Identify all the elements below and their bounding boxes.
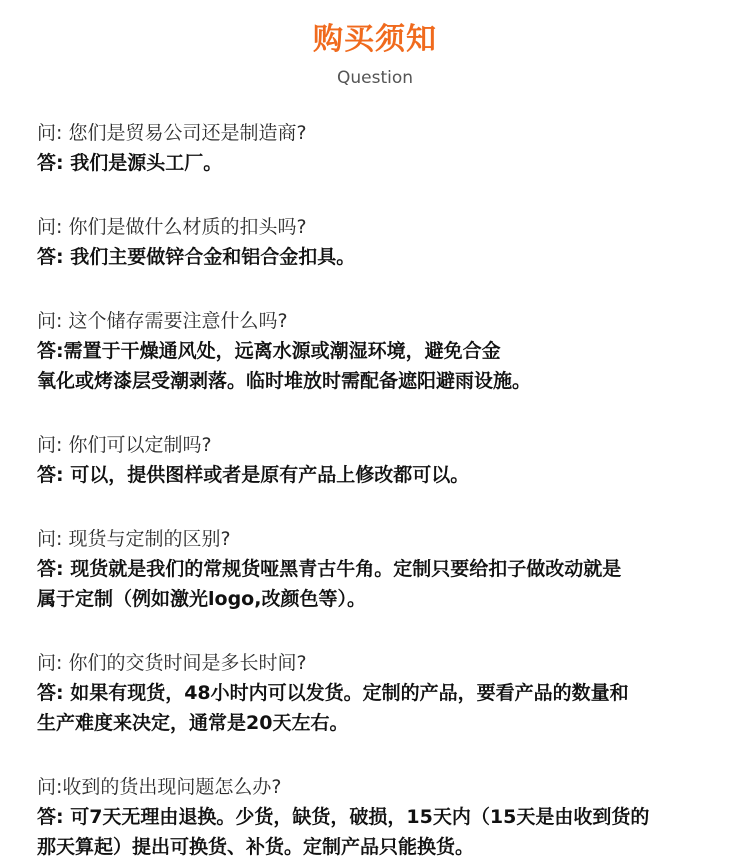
faq-answer-line: 那天算起）提出可换货、补货。定制产品只能换货。 — [37, 836, 475, 858]
faq-item — [37, 648, 727, 738]
faq-item — [37, 772, 727, 862]
header — [0, 0, 750, 100]
faq-item — [37, 118, 727, 178]
faq-answer-line: 答: 我们是源头工厂。 — [37, 152, 223, 174]
faq-question: 问: 你们可以定制吗? — [37, 434, 212, 456]
faq-answer-line: 属于定制（例如激光logo,改颜色等）。 — [37, 588, 366, 610]
faq-answer-line: 答:需置于干燥通风处，远离水源或潮湿环境，避免合金 — [37, 340, 501, 362]
faq-answer — [37, 148, 727, 178]
faq-answer-line: 答: 如果有现货，48小时内可以发货。定制的产品，要看产品的数量和 — [37, 682, 629, 704]
faq-answer-line: 答: 可以，提供图样或者是原有产品上修改都可以。 — [37, 464, 470, 486]
faq-question: 问: 这个储存需要注意什么吗? — [37, 310, 288, 332]
faq-item — [37, 306, 727, 396]
faq-answer-line: 答: 现货就是我们的常规货哑黑青古牛角。定制只要给扣子做改动就是 — [37, 558, 622, 580]
faq-question: 问: 你们是做什么材质的扣头吗? — [37, 216, 307, 238]
faq-answer-line: 答: 我们主要做锌合金和铝合金扣具。 — [37, 246, 356, 268]
faq-item — [37, 430, 727, 490]
faq-answer — [37, 242, 727, 272]
faq-answer-line: 答: 可7天无理由退换。少货，缺货，破损，15天内（15天是由收到货的 — [37, 806, 650, 828]
faq-item — [37, 524, 727, 614]
faq-answer — [37, 802, 727, 862]
faq-question: 问: 你们的交货时间是多长时间? — [37, 652, 307, 674]
faq-question: 问: 您们是贸易公司还是制造商? — [37, 122, 307, 144]
faq-answer — [37, 678, 727, 738]
faq-item — [37, 212, 727, 272]
faq-question: 问: 现货与定制的区别? — [37, 528, 231, 550]
faq-question: 问:收到的货出现问题怎么办? — [37, 776, 282, 798]
faq-answer — [37, 554, 727, 614]
page-title: 购买须知 — [313, 22, 437, 57]
faq-list — [37, 118, 727, 862]
faq-answer — [37, 336, 727, 396]
faq-answer-line: 氧化或烤漆层受潮剥落。临时堆放时需配备遮阳避雨设施。 — [37, 370, 532, 392]
faq-answer-line: 生产难度来决定，通常是20天左右。 — [37, 712, 349, 734]
faq-answer — [37, 460, 727, 490]
page-subtitle: Question — [336, 68, 414, 88]
